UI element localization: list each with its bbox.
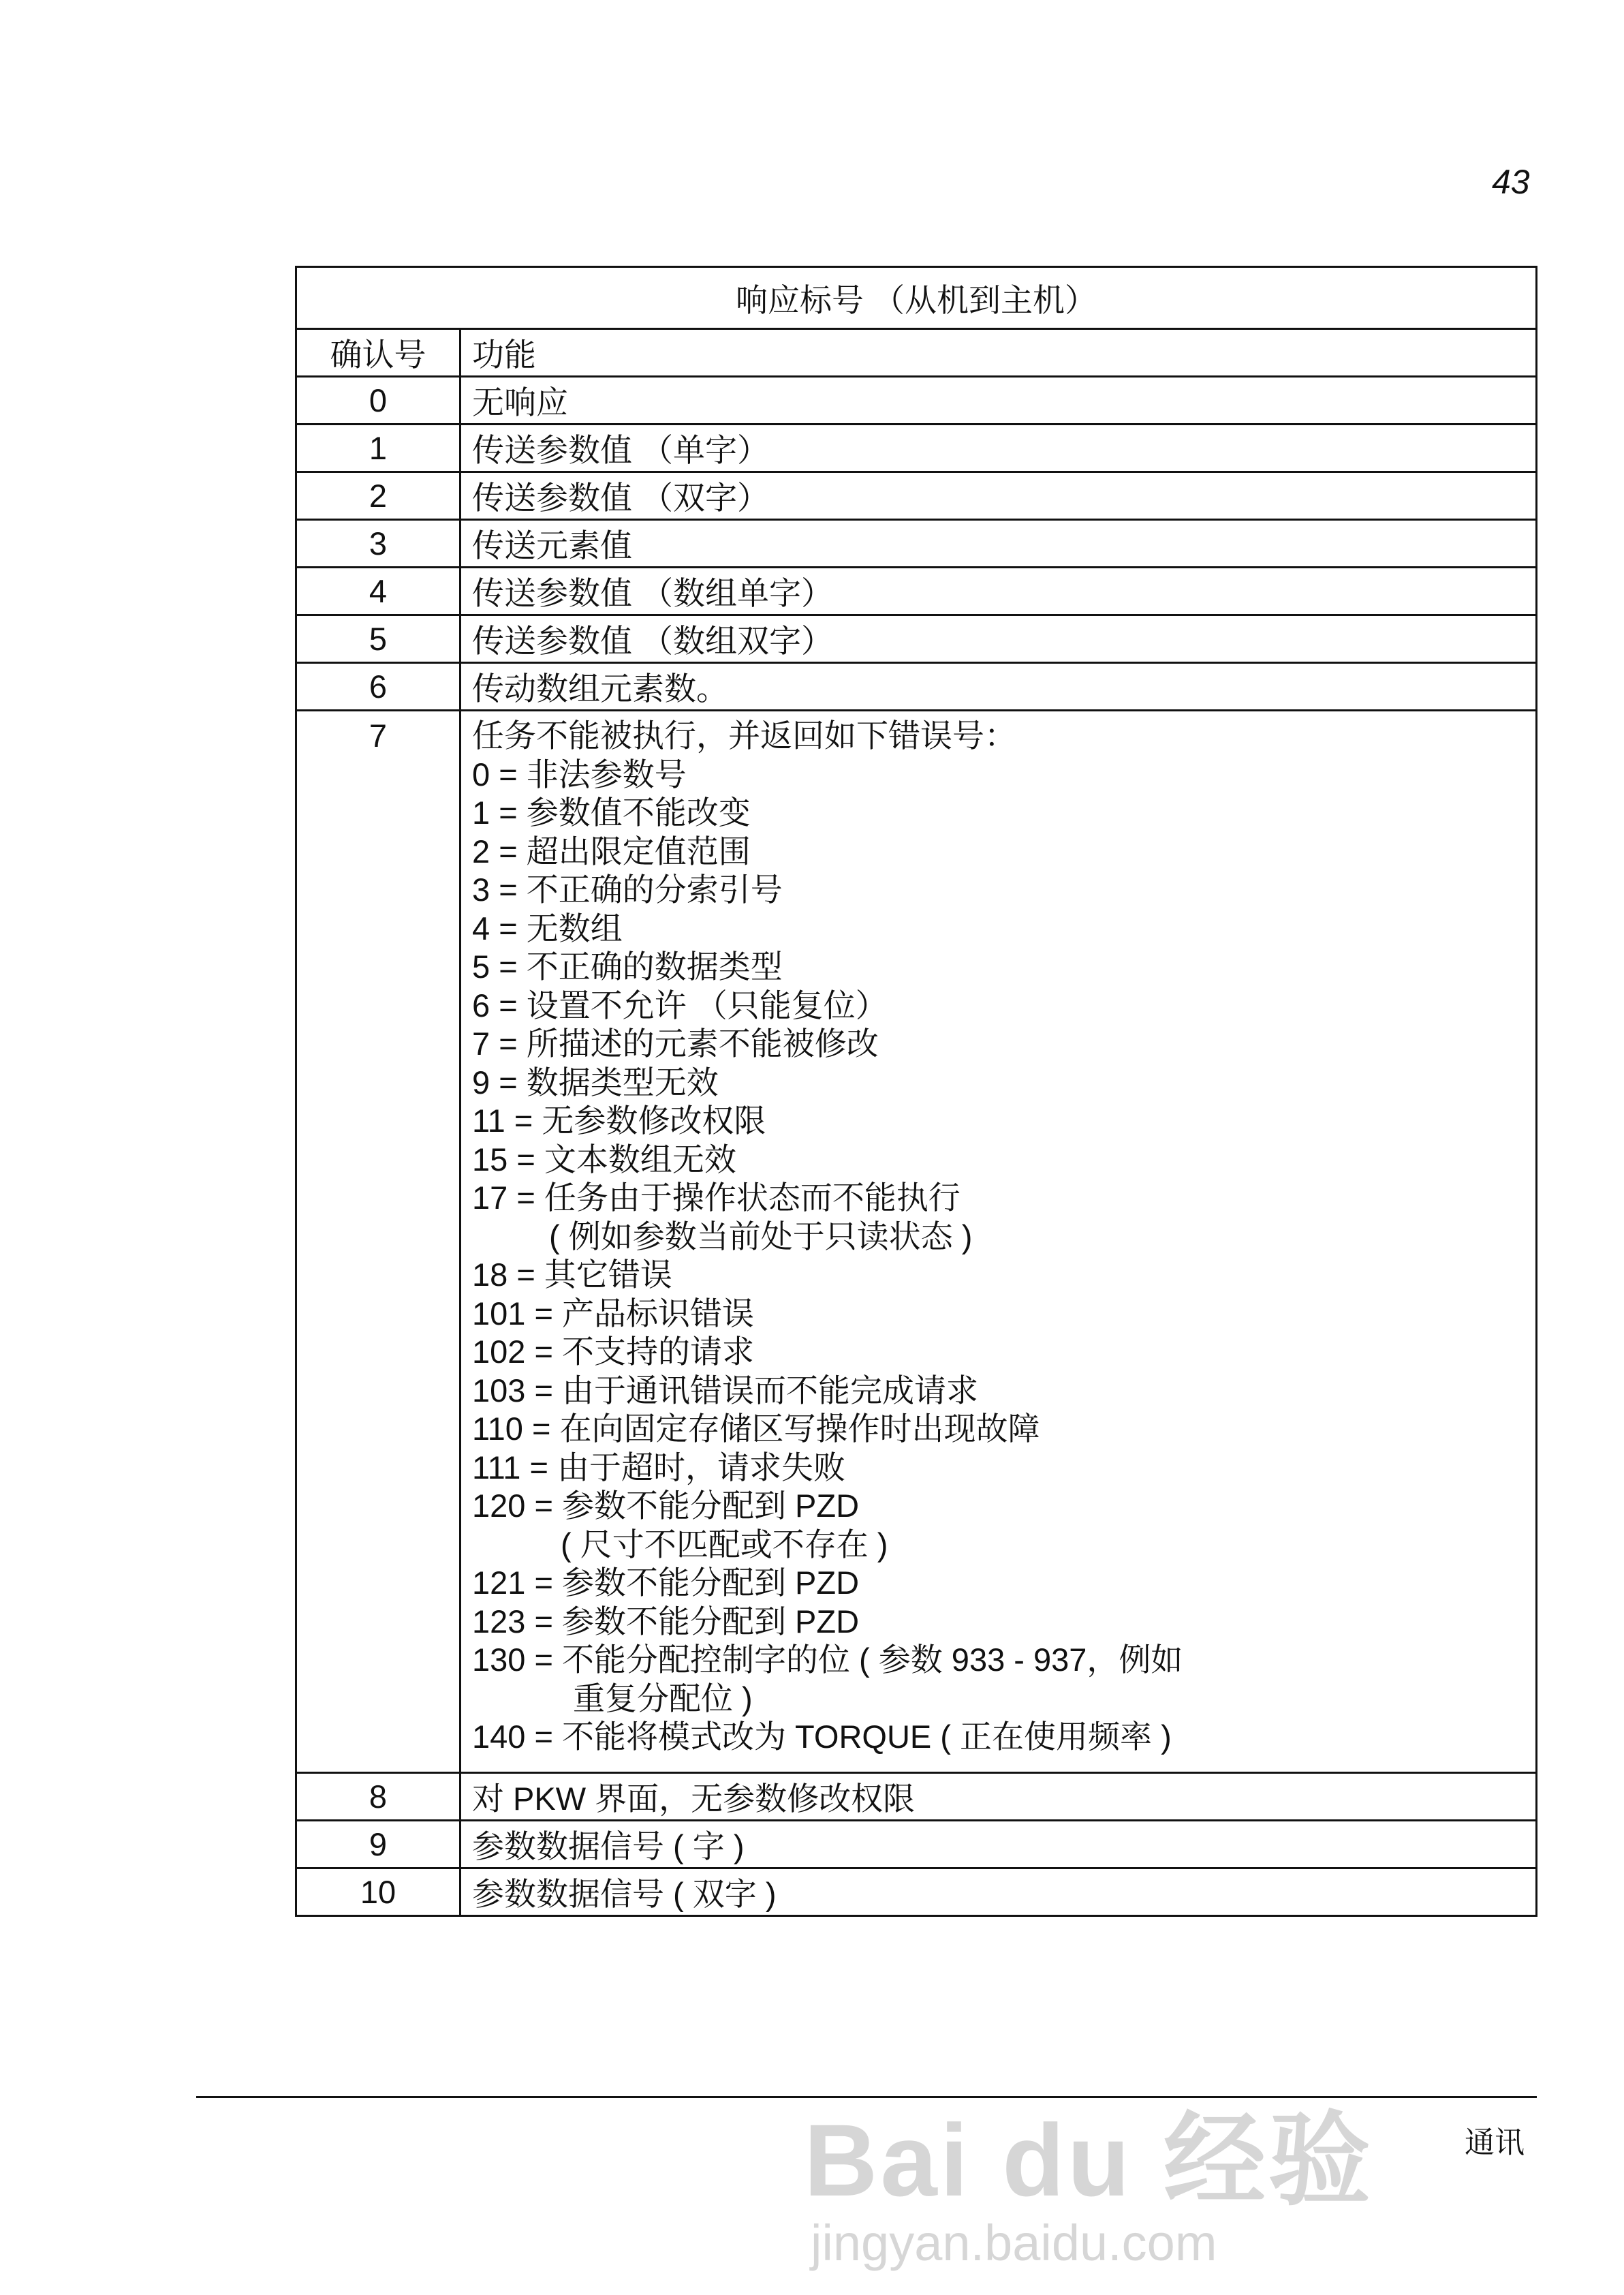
error-item: 123 = 参数不能分配到 PZD <box>472 1603 860 1639</box>
table-row <box>296 377 1537 425</box>
error-item: 1 = 参数值不能改变 <box>472 795 751 831</box>
row-desc: 传动数组元素数。 <box>460 663 1537 711</box>
row-code: 9 <box>296 1821 460 1868</box>
error-item: 0 = 非法参数号 <box>472 756 687 792</box>
error-item: 5 = 不正确的数据类型 <box>472 949 783 985</box>
row-code: 0 <box>296 377 460 425</box>
watermark-logo-text: Bai du 经验 <box>804 2103 1374 2217</box>
error-item: 7 = 所描述的元素不能被修改 <box>472 1026 879 1062</box>
table-row <box>296 1821 1537 1868</box>
table-row <box>296 568 1537 615</box>
row-code: 3 <box>296 520 460 568</box>
error-item: 103 = 由于通讯错误而不能完成请求 <box>472 1372 978 1408</box>
error-item: ( 尺寸不匹配或不存在 ) <box>561 1526 888 1562</box>
header-code: 确认号 <box>296 329 460 377</box>
table-row <box>296 1773 1537 1821</box>
watermark-logo <box>804 2103 1417 2272</box>
footer-section-title: 通讯 <box>1465 2125 1525 2160</box>
row-desc: 传送参数值 （数组双字） <box>460 615 1537 663</box>
row-desc: 传送参数值 （单字） <box>460 425 1537 472</box>
error-item: 140 = 不能将模式改为 TORQUE ( 正在使用频率 ) <box>472 1719 1172 1755</box>
error-item: 3 = 不正确的分索引号 <box>472 872 783 908</box>
row-code <box>296 711 460 1773</box>
row-desc: 传送元素值 <box>460 520 1537 568</box>
error-item: 6 = 设置不允许 （只能复位） <box>472 987 888 1023</box>
row-code: 1 <box>296 425 460 472</box>
error-item: 101 = 产品标识错误 <box>472 1295 754 1331</box>
row-code: 5 <box>296 615 460 663</box>
watermark-url: jingyan.baidu.com <box>811 2215 1217 2271</box>
error-item: 121 = 参数不能分配到 PZD <box>472 1565 860 1601</box>
table-row <box>296 711 1537 1773</box>
error-intro: 任务不能被执行，并返回如下错误号： <box>472 718 1016 754</box>
error-item: 110 = 在向固定存储区写操作时出现故障 <box>472 1411 1040 1447</box>
error-item: 11 = 无参数修改权限 <box>472 1103 766 1139</box>
error-item: 120 = 参数不能分配到 PZD <box>472 1488 860 1524</box>
error-item: 102 = 不支持的请求 <box>472 1334 754 1370</box>
table-row <box>296 472 1537 520</box>
error-item: 111 = 由于超时，请求失败 <box>472 1449 846 1485</box>
row-desc: 对 PKW 界面，无参数修改权限 <box>460 1773 1537 1821</box>
error-items <box>472 756 1535 1757</box>
response-id-table <box>295 266 1537 1917</box>
error-item: 130 = 不能分配控制字的位 ( 参数 933 - 937，例如 <box>472 1642 1183 1678</box>
error-item: 重复分配位 ) <box>573 1680 753 1716</box>
footer-rule <box>196 2096 1537 2098</box>
error-item: 4 = 无数组 <box>472 910 623 946</box>
error-item: 2 = 超出限定值范围 <box>472 833 751 869</box>
error-item: 18 = 其它错误 <box>472 1257 672 1293</box>
error-item: 15 = 文本数组无效 <box>472 1141 736 1177</box>
row-desc: 参数数据信号 ( 双字 ) <box>460 1868 1537 1916</box>
row-code: 8 <box>296 1773 460 1821</box>
error-list <box>460 711 1537 1773</box>
table-title: 响应标号 （从机到主机） <box>296 267 1537 329</box>
page-number: 43 <box>1492 163 1530 201</box>
row-desc: 无响应 <box>460 377 1537 425</box>
table-row <box>296 663 1537 711</box>
table-row <box>296 425 1537 472</box>
table-row <box>296 520 1537 568</box>
row-desc: 参数数据信号 ( 字 ) <box>460 1821 1537 1868</box>
error-item: 9 = 数据类型无效 <box>472 1064 719 1100</box>
row-code: 4 <box>296 568 460 615</box>
row-code: 2 <box>296 472 460 520</box>
row-code: 10 <box>296 1868 460 1916</box>
row-code: 6 <box>296 663 460 711</box>
row-desc: 传送参数值 （数组单字） <box>460 568 1537 615</box>
table-row <box>296 1868 1537 1916</box>
table-row <box>296 615 1537 663</box>
row-code-text: 7 <box>369 718 388 754</box>
error-item: 17 = 任务由于操作状态而不能执行 <box>472 1180 961 1216</box>
row-desc: 传送参数值 （双字） <box>460 472 1537 520</box>
error-item: ( 例如参数当前处于只读状态 ) <box>549 1218 973 1254</box>
header-function: 功能 <box>460 329 1537 377</box>
